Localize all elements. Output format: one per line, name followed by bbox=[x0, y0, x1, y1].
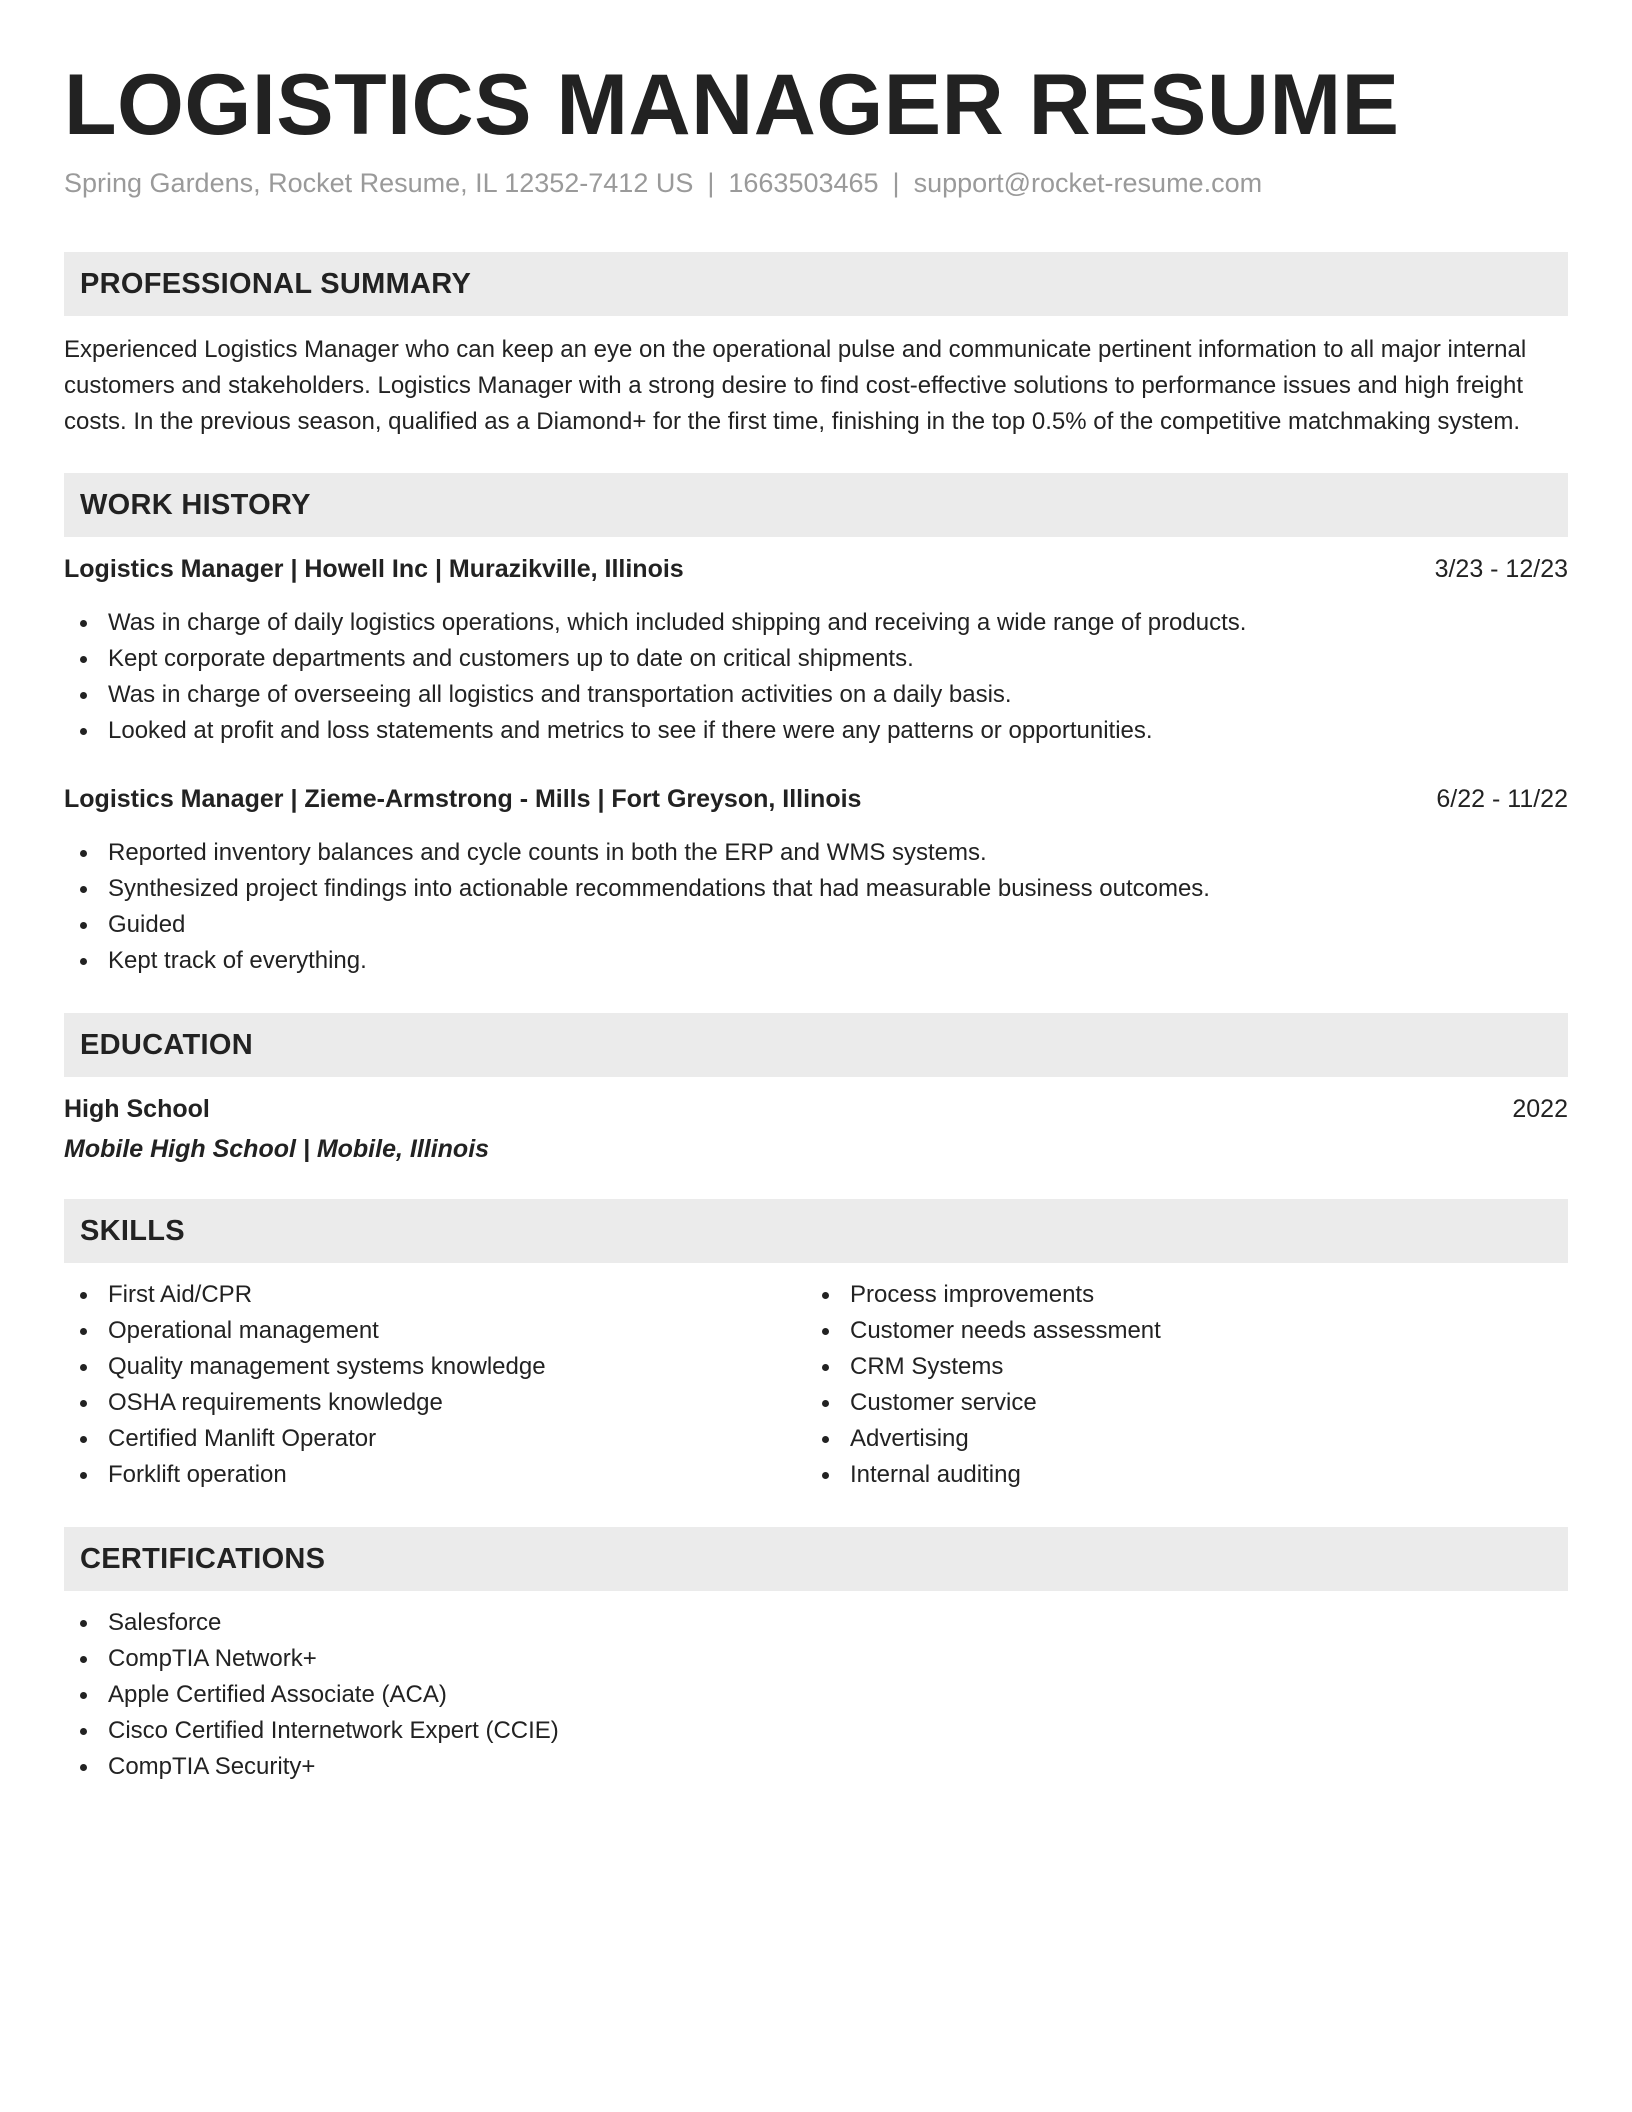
education-school: Mobile High School | Mobile, Illinois bbox=[64, 1135, 490, 1163]
section-heading-education: EDUCATION bbox=[64, 1013, 1568, 1077]
skill-item: Process improvements bbox=[806, 1277, 1548, 1313]
section-heading-skills: SKILLS bbox=[64, 1199, 1568, 1263]
skills-list-right bbox=[806, 1277, 1548, 1493]
contact-email: support@rocket-resume.com bbox=[913, 168, 1263, 198]
job-title: Logistics Manager | Zieme-Armstrong - Mills | Fort Greyson, Illinois bbox=[64, 785, 862, 813]
job-dates: 3/23 - 12/23 bbox=[1434, 555, 1568, 583]
section-heading-summary: PROFESSIONAL SUMMARY bbox=[64, 252, 1568, 316]
skill-item: Forklift operation bbox=[64, 1457, 806, 1493]
job-entry bbox=[64, 781, 1568, 979]
job-bullet: Kept track of everything. bbox=[64, 943, 1568, 979]
skills-list-left bbox=[64, 1277, 806, 1493]
job-bullet: Was in charge of overseeing all logistics and transportation activities on a daily basis. bbox=[64, 677, 1568, 713]
contact-address: Spring Gardens, Rocket Resume, IL 12352-7412 US bbox=[64, 168, 694, 198]
job-bullets bbox=[64, 835, 1568, 979]
skills-column-right bbox=[806, 1277, 1548, 1493]
job-bullet: Synthesized project findings into actionable recommendations that had measurable business outcomes. bbox=[64, 871, 1568, 907]
skill-item: Advertising bbox=[806, 1421, 1548, 1457]
certification-item: Apple Certified Associate (ACA) bbox=[64, 1677, 1568, 1713]
skills-columns bbox=[64, 1277, 1568, 1493]
certification-item: Salesforce bbox=[64, 1605, 1568, 1641]
job-bullet: Kept corporate departments and customers up to date on critical shipments. bbox=[64, 641, 1568, 677]
contact-separator: | bbox=[707, 168, 715, 198]
skill-item: Certified Manlift Operator bbox=[64, 1421, 806, 1457]
summary-text: Experienced Logistics Manager who can keep an eye on the operational pulse and communicate pertinent information to all major internal customers and stakeholders. Logistics Manager with a strong desire to find cost-effective solutions to performance issues and high freight costs. In the previous season, qualified as a Diamond+ for the first time, finishing in the top 0.5% of the competitive matchmaking system. bbox=[64, 336, 1527, 435]
contact-separator: | bbox=[892, 168, 900, 198]
skill-item: OSHA requirements knowledge bbox=[64, 1385, 806, 1421]
education-degree: High School bbox=[64, 1095, 210, 1123]
skill-item: First Aid/CPR bbox=[64, 1277, 806, 1313]
skills-column-left bbox=[64, 1277, 806, 1493]
certification-item: CompTIA Network+ bbox=[64, 1641, 1568, 1677]
contact-phone: 1663503465 bbox=[728, 168, 879, 198]
job-bullet: Reported inventory balances and cycle counts in both the ERP and WMS systems. bbox=[64, 835, 1568, 871]
job-header bbox=[64, 781, 1568, 817]
job-header bbox=[64, 551, 1568, 587]
section-heading-certifications: CERTIFICATIONS bbox=[64, 1527, 1568, 1591]
skill-item: Customer needs assessment bbox=[806, 1313, 1548, 1349]
skill-item: Quality management systems knowledge bbox=[64, 1349, 806, 1385]
contact-line bbox=[64, 163, 1568, 203]
job-bullet: Looked at profit and loss statements and metrics to see if there were any patterns or opportunities. bbox=[64, 713, 1568, 749]
job-bullet: Guided bbox=[64, 907, 1568, 943]
job-title: Logistics Manager | Howell Inc | Murazikville, Illinois bbox=[64, 555, 684, 583]
section-heading-work: WORK HISTORY bbox=[64, 473, 1568, 537]
education-header bbox=[64, 1091, 1568, 1127]
job-bullets bbox=[64, 605, 1568, 749]
skill-item: Internal auditing bbox=[806, 1457, 1548, 1493]
education-entry bbox=[64, 1091, 1568, 1167]
resume-title: LOGISTICS MANAGER RESUME bbox=[64, 57, 1400, 153]
skill-item: Operational management bbox=[64, 1313, 806, 1349]
job-entry bbox=[64, 551, 1568, 749]
certification-item: CompTIA Security+ bbox=[64, 1749, 1568, 1785]
certifications-list bbox=[64, 1605, 1568, 1785]
education-year: 2022 bbox=[1512, 1095, 1568, 1123]
certification-item: Cisco Certified Internetwork Expert (CCIE) bbox=[64, 1713, 1568, 1749]
skill-item: CRM Systems bbox=[806, 1349, 1548, 1385]
skill-item: Customer service bbox=[806, 1385, 1548, 1421]
job-bullet: Was in charge of daily logistics operations, which included shipping and receiving a wide range of products. bbox=[64, 605, 1568, 641]
job-dates: 6/22 - 11/22 bbox=[1436, 785, 1568, 813]
